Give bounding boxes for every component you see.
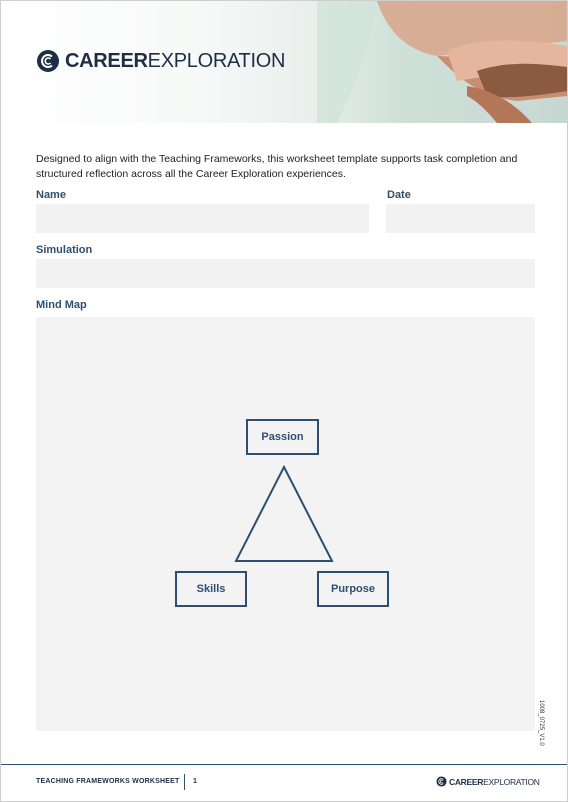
triangle-shape bbox=[234, 465, 334, 563]
footer-wordmark-bold: CAREER bbox=[449, 776, 484, 787]
footer-logo-mark-icon bbox=[436, 776, 447, 787]
brand-wordmark bbox=[65, 50, 285, 73]
brand-logo bbox=[36, 49, 285, 73]
brand-wordmark-light: EXPLORATION bbox=[147, 49, 286, 72]
mindmap-node-purpose[interactable]: Purpose bbox=[317, 571, 389, 607]
footer-title: TEACHING FRAMEWORKS WORKSHEET bbox=[36, 778, 180, 785]
header-banner bbox=[1, 1, 567, 123]
simulation-field[interactable] bbox=[36, 259, 535, 288]
hands-together-photo bbox=[317, 1, 567, 123]
footer-wordmark-light: EXPLORATION bbox=[483, 776, 540, 787]
mindmap-node-skills[interactable]: Skills bbox=[175, 571, 247, 607]
mindmap-label: Mind Map bbox=[36, 299, 87, 311]
intro-text: Designed to align with the Teaching Frameworks, this worksheet template supports task completion and structured reflection across all the Career Exploration experiences. bbox=[36, 153, 518, 180]
date-label: Date bbox=[387, 189, 411, 201]
name-label: Name bbox=[36, 189, 66, 201]
name-field[interactable] bbox=[36, 204, 369, 233]
logo-mark-icon bbox=[36, 49, 60, 73]
date-field[interactable] bbox=[386, 204, 535, 233]
footer-wordmark bbox=[449, 777, 540, 787]
footer-separator bbox=[184, 774, 185, 790]
document-code: 1008_0725_V1.0 bbox=[538, 700, 544, 746]
simulation-label: Simulation bbox=[36, 244, 93, 256]
brand-wordmark-bold: CAREER bbox=[65, 49, 148, 72]
page-number: 1 bbox=[193, 778, 197, 785]
footer-divider bbox=[1, 764, 567, 765]
mindmap-node-passion[interactable]: Passion bbox=[246, 419, 319, 455]
footer-logo bbox=[436, 776, 540, 787]
